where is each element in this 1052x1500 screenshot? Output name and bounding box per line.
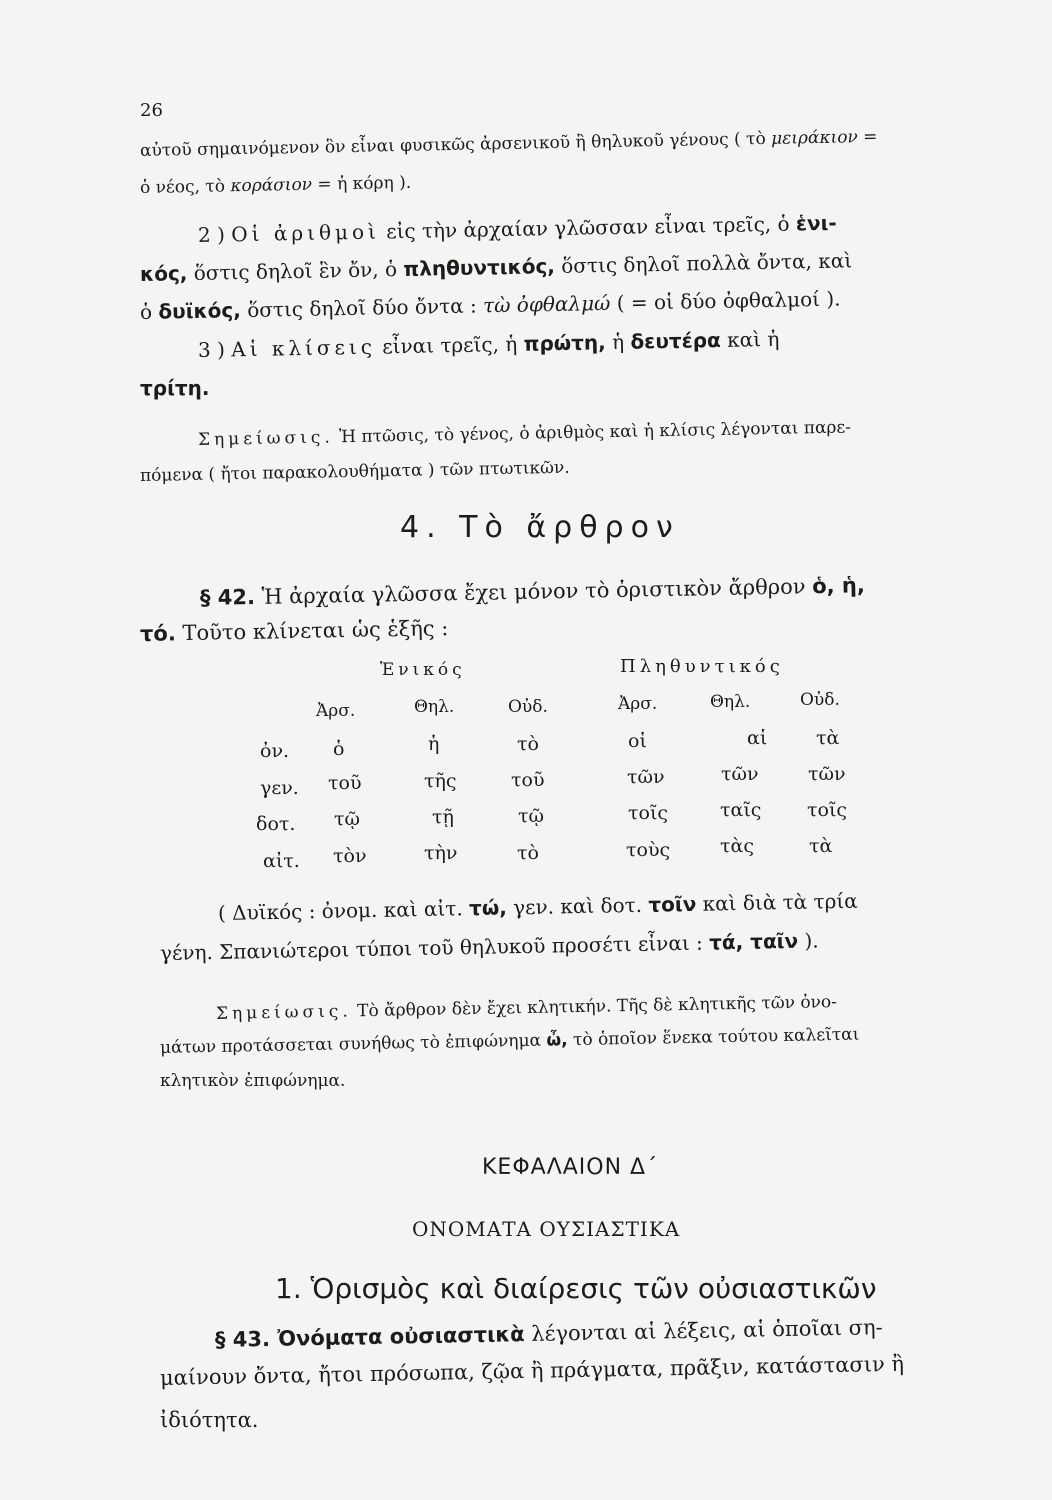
paragraph-42-line-2 <box>140 618 449 645</box>
text: μαίνουν ὄντα, ἤτοι πρόσωπα, ζῷα ἢ πράγματα, πρᾶξιν, κατάστασιν ἢ <box>159 1351 905 1390</box>
table-cell: τῶν <box>808 763 846 785</box>
text: Τὸ ἄρθρον δὲν ἔχει κλητικήν. Τῆς δὲ κλητικῆς τῶν ὀνο- <box>351 992 838 1022</box>
text: εἶναι τρεῖς, ἡ <box>375 331 524 359</box>
spaced-term: Αἱ κλίσεις <box>231 334 377 362</box>
paragraph-43-line-3 <box>160 1410 258 1431</box>
text: κλητικὸν ἐπιφώνημα. <box>160 1071 346 1091</box>
table-cell: τῆς <box>424 770 457 792</box>
page-number: 26 <box>140 100 163 121</box>
text: πόμενα ( ἤτοι παρακολουθήματα ) τῶν πτωτικῶν. <box>139 457 570 486</box>
text: = <box>857 126 878 148</box>
table-cell: τοὺς <box>626 839 671 861</box>
text: 2 ) <box>197 222 232 247</box>
bold-term: τώ, <box>468 895 508 921</box>
text: = ἡ κόρη ). <box>311 172 412 195</box>
note-2-line-2 <box>159 1024 860 1058</box>
text: ). <box>797 928 819 953</box>
chapter-title: ΚΕΦΑΛΑΙΟΝ Δ΄ <box>482 1155 659 1180</box>
text: ὁ <box>139 299 159 324</box>
col-header-feminine-pl: Θηλ. <box>710 692 751 712</box>
case-dative: δοτ. <box>256 813 296 835</box>
text: αὐτοῦ σημαινόμενον ὃν εἶναι φυσικῶς ἀρσενικοῦ ἢ θηλυκοῦ γένους ( τὸ <box>139 128 772 161</box>
text: ἰδιότητα. <box>160 1408 259 1432</box>
table-cell: τὸ <box>517 842 539 864</box>
table-cell: τῇ <box>432 806 454 828</box>
text: τὸ ὁποῖον ἕνεκα τούτου καλεῖται <box>567 1024 860 1051</box>
spaced-term: Σημείωσις. <box>197 427 334 450</box>
table-cell: οἱ <box>628 730 647 752</box>
plural-header: Πληθυντικός <box>620 656 784 677</box>
bold-term: κός, <box>139 261 188 286</box>
section-number: § 43. <box>214 1326 271 1352</box>
table-cell: τὰ <box>809 835 833 857</box>
table-cell: τοῖς <box>628 802 669 824</box>
table-cell: τῷ <box>518 805 545 827</box>
section-4-title: 4. Τὸ ἄρθρον <box>400 510 680 545</box>
text: 3 ) <box>197 337 232 362</box>
italic-text: μειράκιον <box>770 127 858 149</box>
text: ( = οἱ δύο ὀφθαλμοί ). <box>610 286 841 315</box>
numbers-paragraph-line-1 <box>197 210 837 247</box>
case-nominative: ὀν. <box>260 740 290 762</box>
bold-term: πληθυντικός, <box>403 254 556 281</box>
dual-line-2 <box>160 930 819 963</box>
col-header-feminine-sg: Θηλ. <box>414 697 455 717</box>
bold-term: ὦ, <box>546 1030 568 1051</box>
chapter-subtitle: ΟΝΟΜΑΤΑ ΟΥΣΙΑΣΤΙΚΑ <box>412 1217 681 1241</box>
singular-header: Ἑνικός <box>380 660 466 680</box>
dual-line-1 <box>217 888 858 925</box>
table-cell: τὴν <box>424 842 458 864</box>
intro-line-2 <box>139 172 412 198</box>
text: ( Δυϊκός : ὀνομ. καὶ αἰτ. <box>217 896 470 925</box>
spaced-term: Οἱ ἀριθμοὶ <box>231 219 381 247</box>
table-cell: τὸ <box>517 733 539 755</box>
bold-term: δευτέρα <box>630 327 721 354</box>
text: γένη. Σπανιώτεροι τύποι τοῦ θηλυκοῦ προσέτι εἶναι : <box>159 930 710 965</box>
case-genitive: γεν. <box>260 777 299 799</box>
case-accusative: αἰτ. <box>263 850 300 872</box>
section-number: § 42. <box>199 584 256 610</box>
text: ὅστις δηλοῖ δύο ὄντα : <box>240 293 484 323</box>
table-cell: τοῦ <box>511 769 545 791</box>
bold-term: τό. <box>139 621 177 646</box>
text: ὅστις δηλοῖ ἓν ὄν, ὁ <box>187 256 404 286</box>
text: Τοῦτο κλίνεται ὡς ἑξῆς : <box>175 616 449 646</box>
table-cell: αἱ <box>747 727 768 749</box>
bold-term: ἑνι- <box>795 210 837 236</box>
col-header-neuter-sg: Οὐδ. <box>508 697 548 717</box>
table-cell: τῷ <box>334 808 361 830</box>
bold-term: Ὀνόματα οὐσιαστικὰ <box>269 1322 525 1351</box>
text: Ἡ ἀρχαία γλῶσσα ἔχει μόνον τὸ ὁριστικὸν ἄρθρον <box>254 574 813 609</box>
table-cell: τοῦ <box>328 772 362 794</box>
bold-term: ὁ, ἡ, <box>811 573 866 599</box>
bold-term: τοῖν <box>648 891 697 917</box>
note-1-line-1 <box>198 419 851 449</box>
table-cell: ὁ <box>333 738 345 760</box>
paragraph-43-line-1 <box>215 1317 883 1351</box>
text: μάτων προτάσσεται συνήθως τὸ ἐπιφώνημα <box>159 1030 547 1058</box>
paragraph-42-line-1 <box>200 575 865 609</box>
spaced-term: Σημείωσις. <box>215 1001 352 1024</box>
table-cell: τὰ <box>816 727 840 749</box>
section-1-title: 1. Ὁρισμὸς καὶ διαίρεσις τῶν οὐσιαστικῶν <box>275 1272 877 1305</box>
paragraph-43-line-2 <box>159 1351 905 1390</box>
table-cell: τῶν <box>627 766 665 788</box>
declensions-paragraph-line-1 <box>197 326 780 362</box>
intro-line-1 <box>139 126 878 161</box>
text: εἰς τὴν ἀρχαίαν γλῶσσαν εἶναι τρεῖς, ὁ <box>379 211 797 244</box>
table-cell: τῶν <box>721 763 759 785</box>
text: καὶ διὰ τὰ τρία <box>696 888 858 916</box>
text: καὶ ἡ <box>720 326 780 352</box>
text: γεν. καὶ δοτ. <box>506 892 649 920</box>
bold-term: τρίτη. <box>140 376 210 400</box>
bold-term: τά, ταῖν <box>708 928 799 955</box>
bold-term: πρώτη, <box>523 330 606 356</box>
italic-text: κοράσιον <box>230 174 313 197</box>
table-cell: τοῖς <box>807 799 848 821</box>
table-cell: ταῖς <box>720 799 762 821</box>
numbers-paragraph-line-3 <box>139 286 841 324</box>
col-header-masculine-pl: Ἀρσ. <box>618 694 658 714</box>
note-2-line-1 <box>216 994 837 1023</box>
text: ὅστις δηλοῖ πολλὰ ὄντα, καὶ <box>554 248 853 279</box>
text: λέγονται αἱ λέξεις, αἱ ὁποῖαι ση- <box>524 1315 883 1347</box>
table-cell: ἡ <box>428 733 440 755</box>
text: Ἡ πτῶσις, τὸ γένος, ὁ ἀριθμὸς καὶ ἡ κλίσις λέγονται παρε- <box>333 417 852 448</box>
col-header-neuter-pl: Οὐδ. <box>800 690 840 710</box>
note-2-line-3 <box>160 1073 345 1090</box>
numbers-paragraph-line-2 <box>140 250 852 284</box>
table-cell: τὰς <box>720 835 754 857</box>
declensions-paragraph-line-2 <box>140 378 209 398</box>
bold-term: δυϊκός, <box>158 298 242 324</box>
text: ὁ νέος, τὸ <box>139 176 231 198</box>
italic-text: τὼ ὀφθαλμώ <box>482 290 611 318</box>
col-header-masculine-sg: Ἀρσ. <box>316 701 356 721</box>
note-1-line-2 <box>139 457 570 486</box>
table-cell: τὸν <box>333 845 367 867</box>
text: ἡ <box>605 329 631 355</box>
